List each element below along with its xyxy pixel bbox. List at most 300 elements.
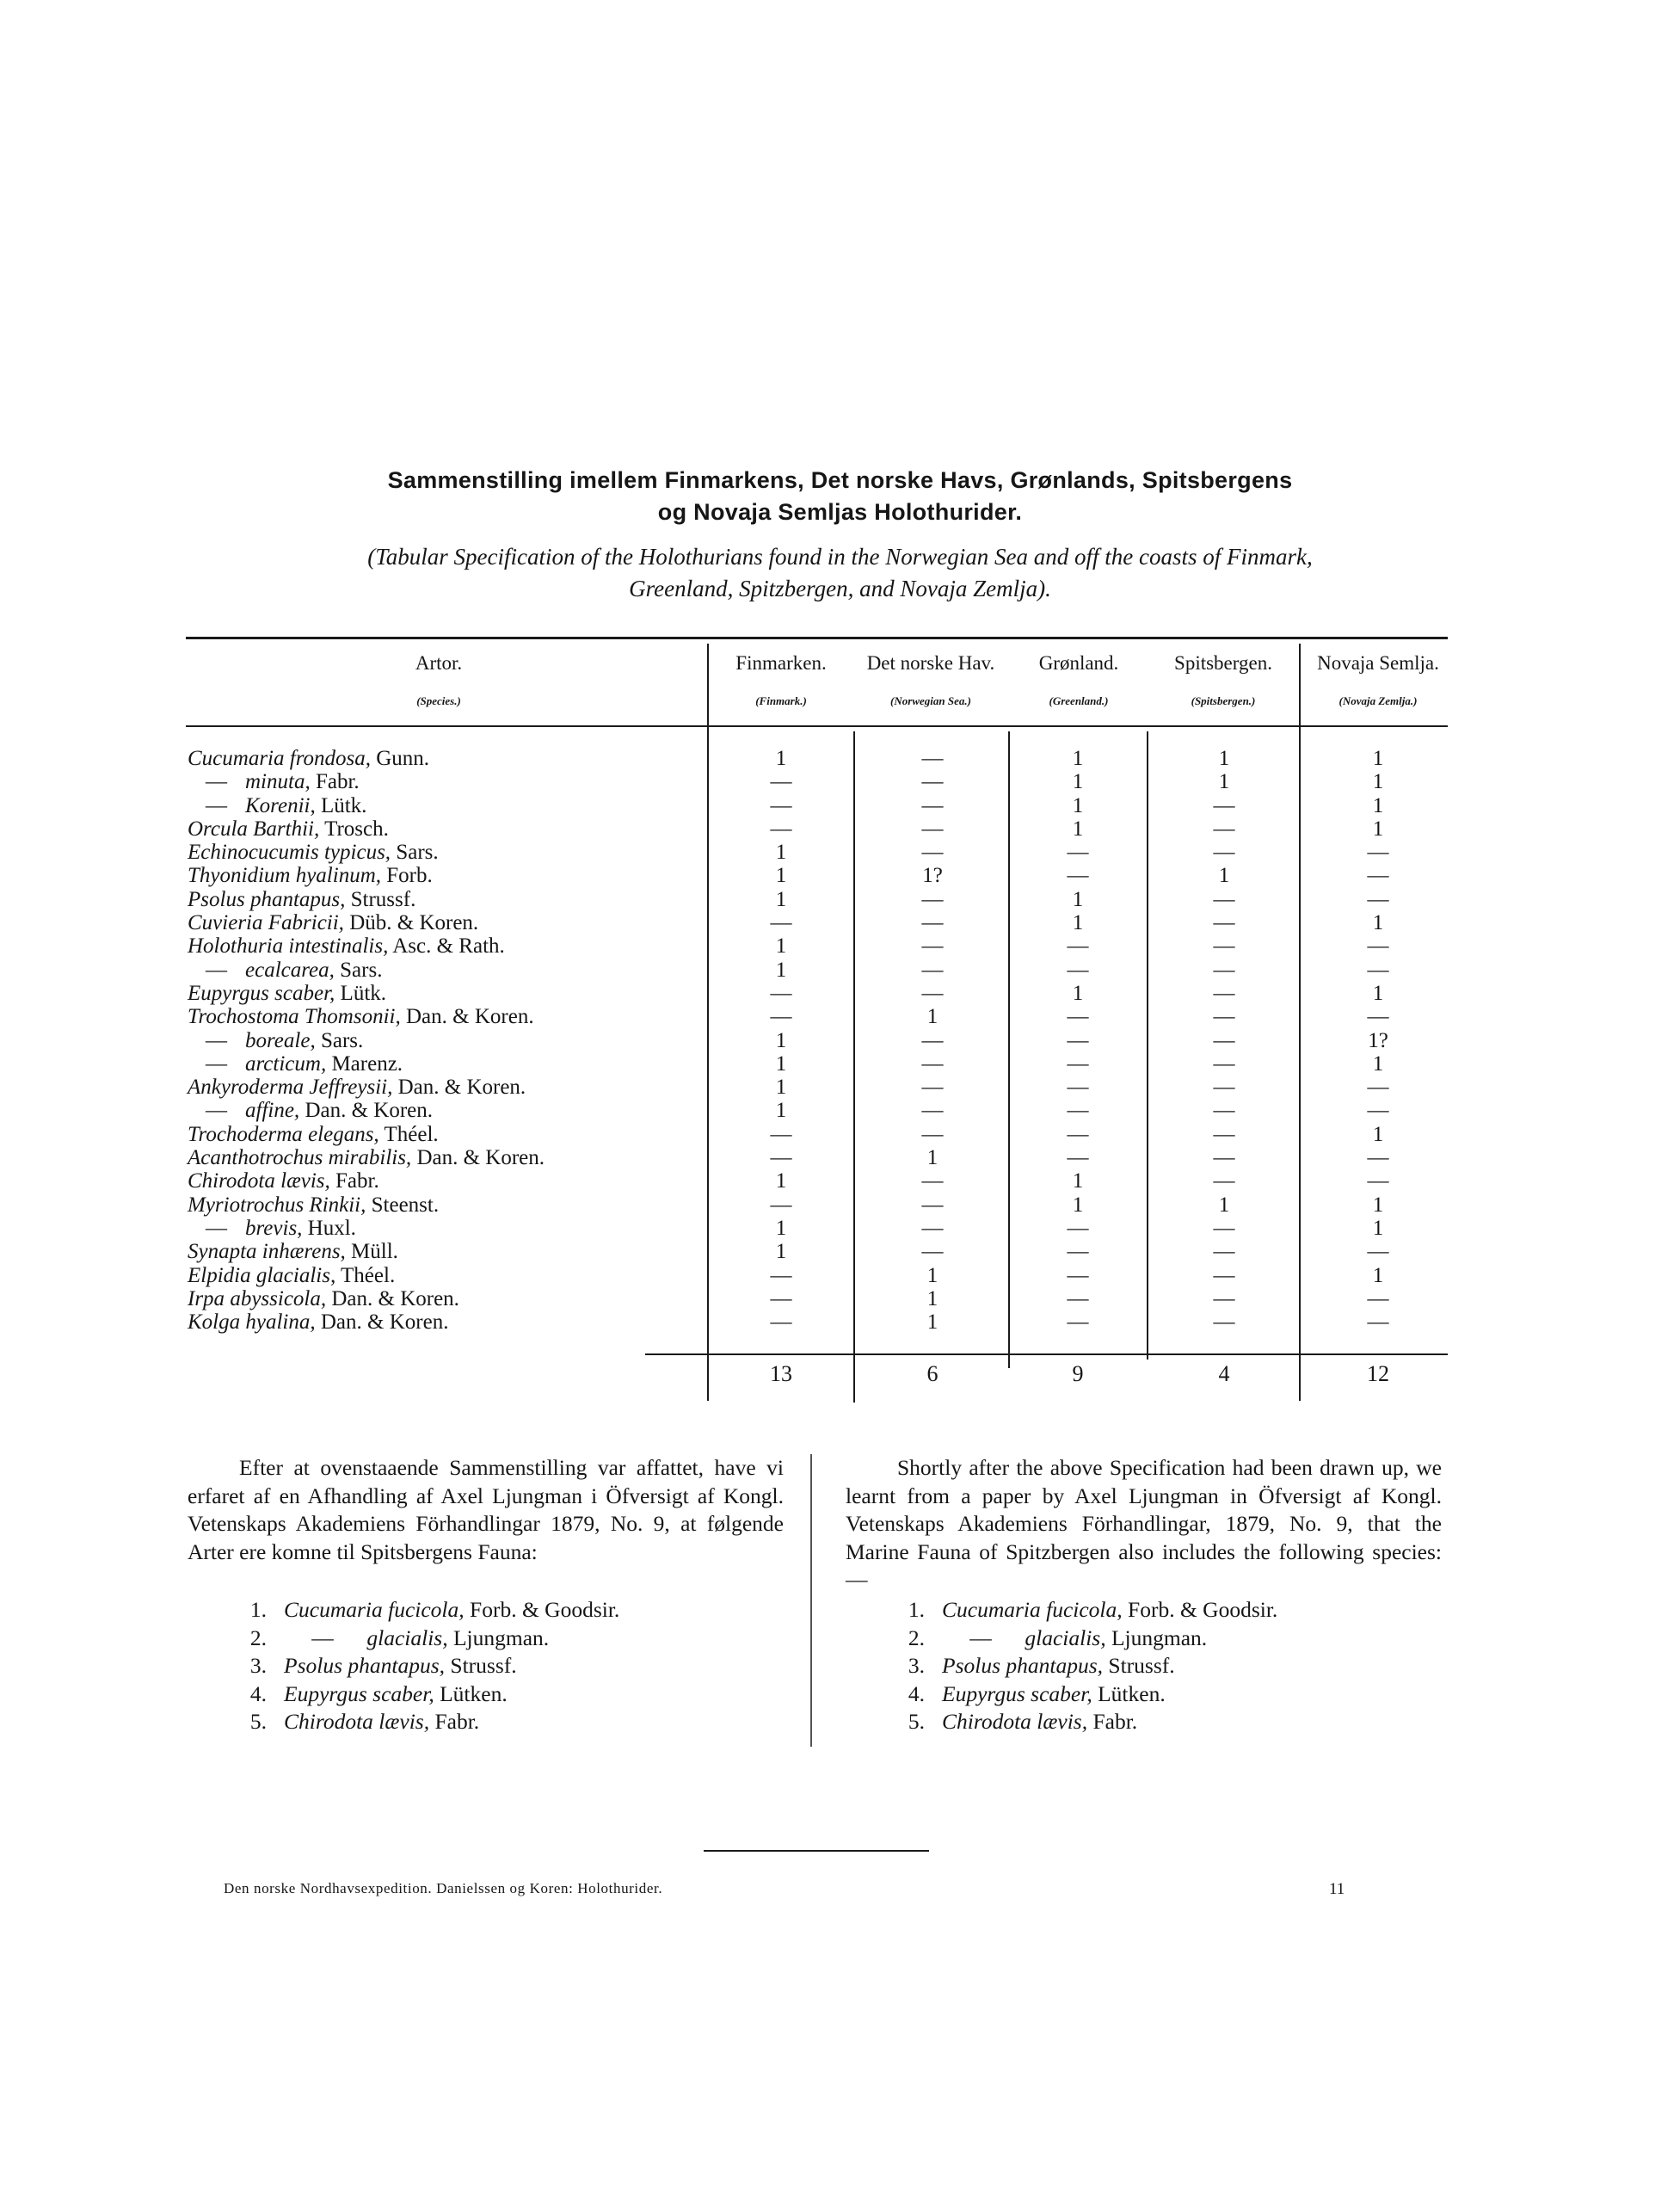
table-cell: — [921, 887, 944, 911]
table-cell: 1 [1218, 747, 1230, 770]
list-epithet: scaber, [1031, 1680, 1092, 1706]
ditto-dash: — [206, 793, 227, 817]
header-greenland: Grønland. [1038, 652, 1119, 674]
genus-name: Trochoderma [188, 1122, 303, 1146]
table-cell: 1 [1072, 981, 1084, 1005]
species-author: Dan. & Koren. [320, 1310, 449, 1335]
table-cell: — [1367, 1076, 1389, 1100]
table-cell: — [1067, 1051, 1089, 1076]
table-cell: — [1213, 1051, 1235, 1076]
ditto-dash: — [206, 1051, 227, 1076]
table-cell: — [1067, 1076, 1089, 1100]
table-cell: — [1067, 841, 1089, 865]
genus-name: Eupyrgus [188, 981, 269, 1005]
table-cell: — [770, 817, 792, 841]
table-cell: — [1213, 1122, 1235, 1146]
species-author: Sars. [320, 1028, 364, 1052]
page-number: 11 [1329, 1880, 1345, 1898]
species-author: Lütk. [340, 981, 387, 1005]
species-row [188, 1287, 704, 1310]
table-cell: — [1367, 1146, 1389, 1170]
species-epithet: mirabilis, [328, 1146, 412, 1170]
table-cell: — [921, 1028, 944, 1052]
species-row [188, 911, 704, 934]
species-epithet: intestinalis, [288, 934, 389, 959]
genus-name: Myriotrochus [188, 1193, 305, 1217]
species-row [188, 1146, 704, 1169]
norwegian-sea-column [889, 747, 975, 1334]
table-cell: — [921, 1076, 944, 1100]
genus-name: Trochostoma [188, 1005, 299, 1029]
species-epithet: inhærens, [262, 1240, 346, 1264]
species-epithet: ecalcarea, [245, 958, 335, 982]
list-number: 2. [249, 1625, 267, 1650]
ditto-dash: — [206, 770, 227, 794]
table-cell: — [1213, 1286, 1235, 1310]
novaja-semlja-column [1335, 747, 1421, 1334]
header-species: Artor. [415, 652, 463, 674]
table-cell: 1 [1072, 1169, 1084, 1193]
table-cell: — [770, 793, 792, 817]
list-author: Lütken. [1098, 1680, 1166, 1706]
genus-name: Holothuria [188, 934, 284, 959]
table-cell: — [1367, 864, 1389, 888]
species-author: Asc. & Rath. [392, 934, 505, 959]
table-cell: — [770, 1310, 792, 1335]
species-author: Forb. [386, 864, 433, 888]
table-cell: — [1067, 1286, 1089, 1310]
list-author: Ljungman. [1111, 1625, 1208, 1650]
table-cell: — [1213, 793, 1235, 817]
list-number: 4. [249, 1680, 267, 1706]
species-author: Dan. & Koren. [416, 1146, 545, 1170]
total-spitsbergen: 4 [1218, 1361, 1230, 1386]
list-genus: Psolus [284, 1653, 343, 1679]
list-item [890, 1596, 1277, 1625]
list-number: 4. [908, 1680, 925, 1706]
table-cell: — [1213, 934, 1235, 959]
species-author: Strussf. [350, 887, 416, 911]
species-epithet: typicus, [323, 841, 391, 865]
table-cell: — [1367, 934, 1389, 959]
list-author: Ljungman. [452, 1625, 550, 1650]
species-row [188, 817, 704, 841]
ditto-dash: — [206, 1099, 227, 1123]
table-cell: 1 [1372, 1051, 1384, 1076]
table-totals-rule [645, 1353, 1448, 1355]
table-cell: 1 [1072, 1193, 1084, 1217]
table-cell: 1 [926, 1146, 938, 1170]
table-cell: — [1213, 1099, 1235, 1123]
species-row [188, 1310, 704, 1334]
list-item [232, 1625, 619, 1653]
table-cell: — [921, 1051, 944, 1076]
species-epithet: Barthii, [253, 817, 320, 841]
species-author: Théel. [341, 1263, 396, 1287]
list-item [890, 1652, 1277, 1680]
table-cell: 1 [1372, 793, 1384, 817]
greenland-column [1035, 747, 1121, 1334]
genus-name: Ankyroderma [188, 1076, 305, 1100]
species-row [188, 1264, 704, 1287]
list-author: Strussf. [450, 1653, 517, 1679]
genus-name: Cucumaria [188, 747, 285, 770]
genus-name: Thyonidium [188, 864, 291, 888]
species-author: Dan. & Koren. [406, 1005, 534, 1029]
header-finmarken-en: (Finmark.) [755, 694, 807, 707]
total-norwegian-sea: 6 [926, 1361, 938, 1386]
species-author: Marenz. [331, 1051, 403, 1076]
finmarken-column [738, 747, 824, 1334]
species-epithet: arcticum, [245, 1051, 327, 1076]
table-header-rule [186, 725, 1448, 727]
genus-name: Irpa [188, 1286, 225, 1310]
species-epithet: scaber, [274, 981, 335, 1005]
species-epithet: Jeffreysii, [309, 1076, 393, 1100]
table-cell: 1 [775, 1099, 787, 1123]
table-cell: — [1067, 1005, 1089, 1029]
species-author: Trosch. [324, 817, 389, 841]
list-number: 3. [249, 1653, 267, 1679]
header-norwegian-sea-en: (Norwegian Sea.) [890, 694, 971, 707]
page-title-line-2: og Novaja Semljas Holothurider. [657, 499, 1023, 525]
list-epithet: phantapus, [348, 1653, 446, 1679]
species-epithet: glacialis, [255, 1263, 336, 1287]
column-divider [1299, 644, 1301, 1401]
table-cell: — [1067, 1146, 1089, 1170]
table-cell: — [921, 1169, 944, 1193]
species-epithet: minuta, [245, 770, 311, 794]
genus-name: Synapta [188, 1240, 257, 1264]
species-epithet: frondosa, [289, 747, 371, 770]
table-cell: — [921, 981, 944, 1005]
genus-name: Orcula [188, 817, 248, 841]
table-cell: 1 [1372, 1193, 1384, 1217]
table-cell: — [1367, 1286, 1389, 1310]
species-author: Lütk. [320, 793, 367, 817]
running-footer: Den norske Nordhavsexpedition. Danielssen og Koren: Holothurider. [224, 1880, 663, 1896]
species-column [188, 747, 704, 1334]
table-cell: — [1367, 1169, 1389, 1193]
species-row [188, 1052, 704, 1076]
table-cell: — [921, 1240, 944, 1264]
list-author: Strussf. [1108, 1653, 1175, 1679]
header-novaja-semlja-en: (Novaja Zemlja.) [1338, 694, 1418, 707]
list-number: 2. [908, 1625, 925, 1650]
genus-name: Psolus [188, 887, 245, 911]
table-cell: 1 [1218, 770, 1230, 794]
table-cell: 1 [775, 864, 787, 888]
species-author: Gunn. [376, 747, 430, 770]
species-row [188, 1123, 704, 1146]
table-cell: — [1067, 958, 1089, 982]
table-cell: 1 [775, 1051, 787, 1076]
species-epithet: affine, [245, 1099, 300, 1123]
english-note [846, 1454, 1442, 1594]
species-epithet: Korenii, [245, 793, 316, 817]
table-cell: — [1213, 817, 1235, 841]
list-epithet: phantapus, [1006, 1653, 1104, 1679]
list-number: 1. [249, 1597, 267, 1622]
species-author: Dan. & Koren. [331, 1286, 459, 1310]
species-author: Dan. & Koren. [305, 1099, 434, 1123]
list-author: Forb. & Goodsir. [470, 1597, 620, 1622]
list-item [890, 1625, 1277, 1653]
table-cell: — [1367, 841, 1389, 865]
ditto-dash: — [206, 958, 227, 982]
norwegian-note-text: Efter at ovenstaaende Sammenstilling var affattet, have vi erfaret af en Afhandling af Axel Ljungman i Öfversigt af Kongl. Vetenskaps Akademiens Förhandlingar 1879, No. 9, at følgende Arter ere komne til Spitsbergens Fauna: [188, 1455, 784, 1564]
table-cell: — [1067, 934, 1089, 959]
column-divider [1147, 731, 1148, 1360]
list-epithet: lævis, [378, 1709, 430, 1735]
list-genus: Chirodota [942, 1709, 1031, 1735]
table-cell: — [1067, 1310, 1089, 1335]
table-cell: — [1213, 1169, 1235, 1193]
table-cell: — [770, 770, 792, 794]
list-item [890, 1708, 1277, 1736]
genus-name: Chirodota [188, 1169, 275, 1193]
table-cell: — [1213, 981, 1235, 1005]
species-row [188, 1240, 704, 1263]
list-epithet: lævis, [1037, 1709, 1088, 1735]
table-cell: 1 [1072, 770, 1084, 794]
table-cell: 1? [1368, 1028, 1388, 1052]
norwegian-note [188, 1454, 784, 1566]
list-author: Fabr. [1092, 1709, 1138, 1735]
table-cell: 1 [775, 747, 787, 770]
table-cell: — [921, 793, 944, 817]
ditto-dash: — [206, 1216, 227, 1240]
table-cell: — [770, 1286, 792, 1310]
norwegian-species-list [232, 1596, 619, 1736]
species-epithet: abyssicola, [230, 1286, 327, 1310]
table-cell: — [1213, 1240, 1235, 1264]
table-cell: 1 [1072, 911, 1084, 935]
table-cell: 1 [1372, 1122, 1384, 1146]
english-note-text: Shortly after the above Specification had been drawn up, we learnt from a paper by Axel Ljungman in Öfversigt af Kongl. Vetenskaps Akademiens Förhandlingar, 1879, No. 9, that the Marine Fauna of Spitzbergen also includes the following species: — [846, 1455, 1442, 1593]
species-epithet: Rinkii, [309, 1193, 366, 1217]
table-cell: — [921, 817, 944, 841]
table-cell: 1 [775, 958, 787, 982]
species-row [188, 1193, 704, 1217]
species-author: Fabr. [335, 1169, 379, 1193]
species-row [188, 1005, 704, 1028]
table-cell: 1 [775, 1169, 787, 1193]
table-cell: — [1213, 911, 1235, 935]
table-cell: — [921, 1122, 944, 1146]
species-author: Théel. [384, 1122, 439, 1146]
table-cell: 1 [1372, 1263, 1384, 1287]
table-cell: 1 [1372, 1216, 1384, 1240]
table-cell: — [921, 911, 944, 935]
species-row [188, 888, 704, 911]
species-row [188, 982, 704, 1005]
list-epithet: fucicola, [1046, 1597, 1123, 1622]
list-item [232, 1708, 619, 1736]
list-genus: — [311, 1625, 334, 1650]
table-cell: — [1367, 958, 1389, 982]
table-cell: 1 [926, 1310, 938, 1335]
list-genus: Psolus [942, 1653, 1001, 1679]
list-number: 5. [249, 1709, 267, 1735]
column-divider [853, 731, 855, 1403]
table-cell: — [1213, 1146, 1235, 1170]
table-cell: — [1367, 1310, 1389, 1335]
species-epithet: Thomsonii, [304, 1005, 401, 1029]
table-cell: — [1213, 1076, 1235, 1100]
table-cell: — [770, 981, 792, 1005]
species-row [188, 1076, 704, 1099]
table-cell: — [1367, 1099, 1389, 1123]
species-author: Sars. [340, 958, 383, 982]
table-cell: — [1213, 1310, 1235, 1335]
table-cell: 1 [1072, 817, 1084, 841]
table-cell: — [1213, 1216, 1235, 1240]
list-item [890, 1680, 1277, 1709]
note-column-divider [810, 1454, 812, 1747]
list-item [232, 1652, 619, 1680]
list-item [232, 1596, 619, 1625]
genus-name: Kolga [188, 1310, 241, 1335]
table-cell: — [1213, 887, 1235, 911]
footer-rule [704, 1850, 929, 1852]
species-epithet: brevis, [245, 1216, 303, 1240]
table-cell: — [921, 958, 944, 982]
list-number: 3. [908, 1653, 925, 1679]
table-cell: 1 [926, 1263, 938, 1287]
list-author: Fabr. [434, 1709, 480, 1735]
list-epithet: fucicola, [388, 1597, 465, 1622]
header-spitsbergen-en: (Spitsbergen.) [1191, 694, 1256, 707]
list-genus: Cucumaria [284, 1597, 383, 1622]
table-cell: 1 [1218, 864, 1230, 888]
table-cell: 1 [1072, 793, 1084, 817]
list-epithet: glacialis, [1025, 1625, 1106, 1650]
english-species-list [890, 1596, 1277, 1736]
table-cell: 1 [1372, 770, 1384, 794]
species-row [188, 794, 704, 817]
species-epithet: elegans, [308, 1122, 379, 1146]
species-row [188, 1029, 704, 1052]
genus-name: Echinocucumis [188, 841, 319, 865]
table-cell: — [921, 1216, 944, 1240]
column-divider [1008, 731, 1010, 1368]
table-cell: 1 [1072, 887, 1084, 911]
list-genus: Eupyrgus [284, 1680, 367, 1706]
species-epithet: boreale, [245, 1028, 316, 1052]
table-cell: 1? [922, 864, 943, 888]
species-row [188, 959, 704, 982]
table-cell: — [770, 1122, 792, 1146]
header-greenland-en: (Greenland.) [1049, 694, 1109, 707]
table-cell: — [921, 841, 944, 865]
species-row [188, 1099, 704, 1122]
list-genus: — [969, 1625, 992, 1650]
species-row [188, 841, 704, 864]
table-cell: — [921, 770, 944, 794]
table-cell: 1 [775, 1076, 787, 1100]
table-top-rule [186, 637, 1448, 639]
header-norwegian-sea: Det norske Hav. [866, 652, 995, 674]
table-cell: — [1213, 841, 1235, 865]
genus-name: Elpidia [188, 1263, 251, 1287]
table-cell: 1 [1372, 981, 1384, 1005]
spitsbergen-column [1181, 747, 1267, 1334]
species-epithet: lævis, [280, 1169, 330, 1193]
species-row [188, 770, 704, 793]
species-author: Huxl. [307, 1216, 356, 1240]
species-author: Müll. [351, 1240, 398, 1264]
english-subtitle-line-1: (Tabular Specification of the Holothurians found in the Norwegian Sea and off the coasts of Finmark, [367, 544, 1313, 570]
ditto-dash: — [206, 1028, 227, 1052]
list-author: Forb. & Goodsir. [1128, 1597, 1278, 1622]
species-epithet: hyalinum, [295, 864, 381, 888]
list-epithet: glacialis, [366, 1625, 448, 1650]
table-cell: 1 [1072, 747, 1084, 770]
table-cell: — [770, 911, 792, 935]
table-cell: — [1213, 1028, 1235, 1052]
total-finmarken: 13 [770, 1361, 792, 1386]
table-cell: 1 [775, 1028, 787, 1052]
list-genus: Cucumaria [942, 1597, 1041, 1622]
table-cell: 1 [1372, 911, 1384, 935]
species-row [188, 1169, 704, 1193]
header-spitsbergen: Spitsbergen. [1174, 652, 1272, 674]
table-cell: — [1067, 1122, 1089, 1146]
table-cell: — [921, 934, 944, 959]
list-genus: Chirodota [284, 1709, 373, 1735]
table-cell: — [1367, 887, 1389, 911]
total-novaja-semlja: 12 [1367, 1361, 1389, 1386]
species-row [188, 1217, 704, 1240]
table-cell: 1 [775, 1216, 787, 1240]
table-cell: — [770, 1146, 792, 1170]
species-epithet: hyalina, [245, 1310, 316, 1335]
species-epithet: phantapus, [249, 887, 346, 911]
table-cell: — [1213, 1263, 1235, 1287]
species-row [188, 934, 704, 958]
list-number: 5. [908, 1709, 925, 1735]
table-cell: — [1067, 1263, 1089, 1287]
table-cell: — [921, 747, 944, 770]
table-cell: — [1067, 1099, 1089, 1123]
header-species-en: (Species.) [416, 694, 461, 707]
species-author: Fabr. [315, 770, 360, 794]
species-row [188, 747, 704, 770]
table-cell: — [1367, 1005, 1389, 1029]
genus-name: Cuvieria [188, 911, 263, 935]
species-author: Düb. & Koren. [349, 911, 479, 935]
species-author: Steenst. [371, 1193, 440, 1217]
species-epithet: Fabricii, [268, 911, 344, 935]
table-cell: — [1067, 864, 1089, 888]
table-cell: 1 [1372, 817, 1384, 841]
table-cell: 1 [775, 841, 787, 865]
table-cell: — [1067, 1240, 1089, 1264]
total-greenland: 9 [1072, 1361, 1084, 1386]
table-cell: — [1367, 1240, 1389, 1264]
table-cell: — [1213, 1005, 1235, 1029]
species-author: Sars. [396, 841, 439, 865]
table-cell: — [1067, 1028, 1089, 1052]
table-cell: 1 [1218, 1193, 1230, 1217]
table-cell: — [1067, 1216, 1089, 1240]
list-genus: Eupyrgus [942, 1680, 1025, 1706]
list-author: Lütken. [440, 1680, 508, 1706]
table-cell: — [770, 1005, 792, 1029]
table-cell: 1 [1372, 747, 1384, 770]
table-cell: 1 [926, 1286, 938, 1310]
